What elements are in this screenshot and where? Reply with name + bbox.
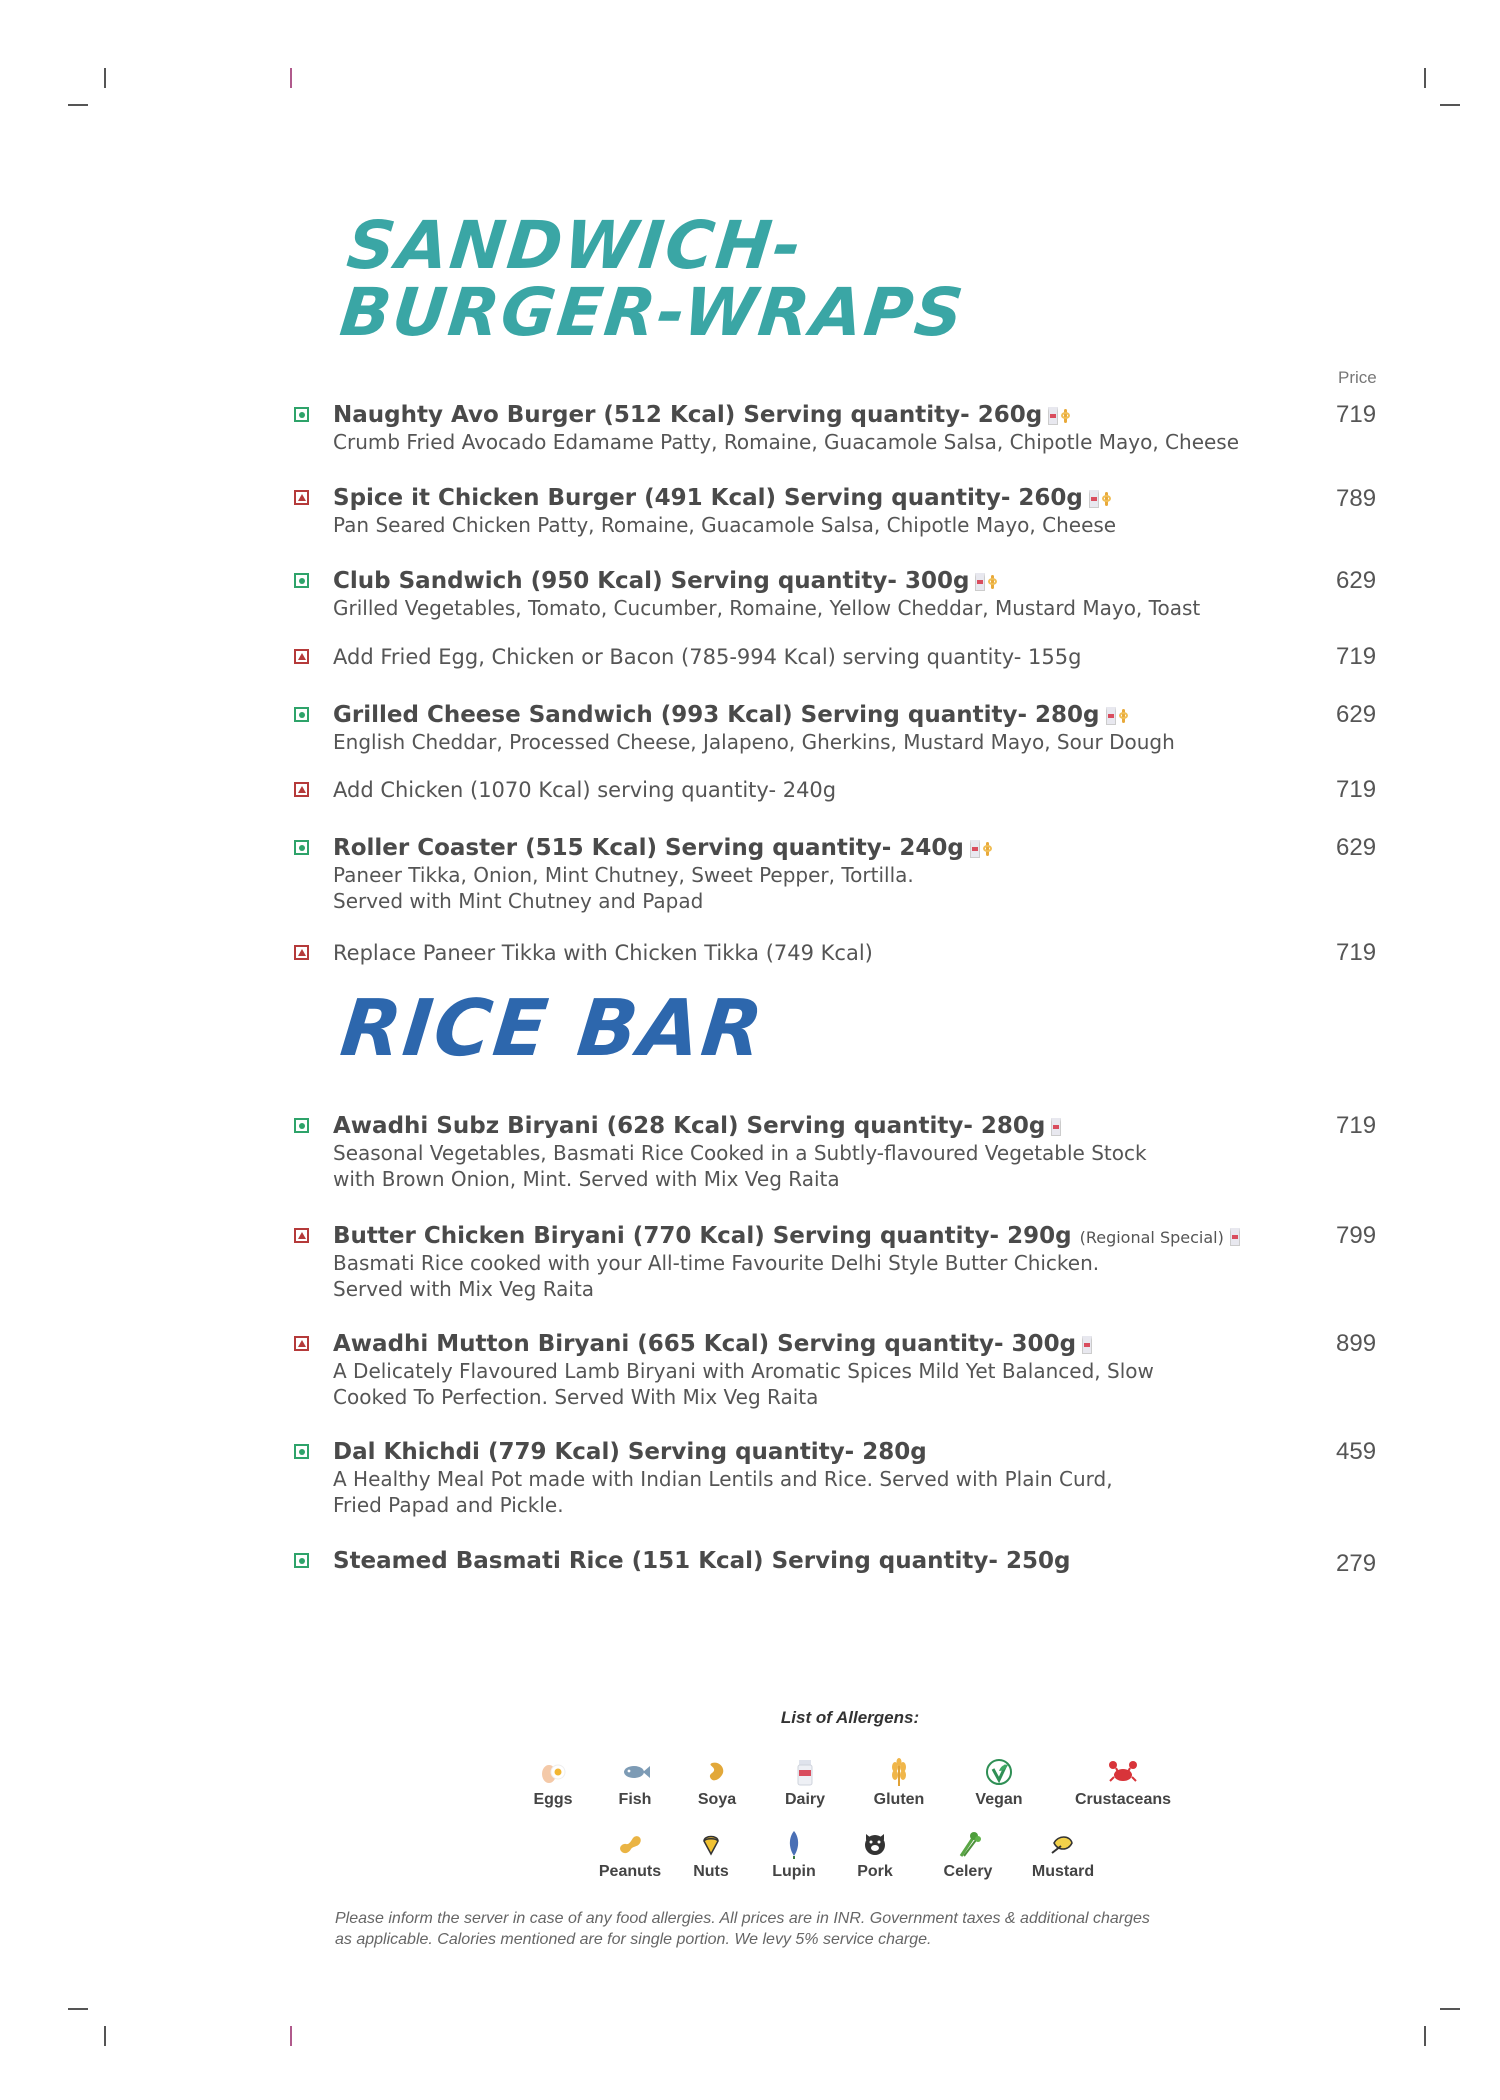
fish-icon [620, 1757, 650, 1787]
section-title-rice-bar: RICE BAR [336, 984, 769, 1074]
dairy-icon [1051, 1118, 1061, 1136]
item-name: Naughty Avo Burger (512 Kcal) Serving quantity- 260g [333, 401, 1070, 429]
item-description: Paneer Tikka, Onion, Mint Chutney, Sweet Pepper, Tortilla. [333, 863, 914, 887]
peanut-icon [615, 1829, 645, 1859]
egg-icon [538, 1757, 568, 1787]
dairy-icon [1048, 407, 1058, 425]
dairy-icon [970, 840, 980, 858]
item-name: Dal Khichdi (779 Kcal) Serving quantity- 280g [333, 1439, 927, 1465]
veg-icon [294, 1118, 309, 1133]
allergen-vegan: Vegan [944, 1757, 1054, 1809]
crop-mark [1424, 2026, 1426, 2046]
section-title-line: SANDWICH- [343, 207, 807, 284]
gluten-icon [988, 575, 997, 589]
allergen-peanuts: Peanuts [575, 1829, 685, 1881]
item-price: 719 [1336, 643, 1377, 670]
nut-icon [696, 1829, 726, 1859]
item-name: Club Sandwich (950 Kcal) Serving quantity- 300g [333, 567, 997, 595]
crop-mark [68, 2008, 88, 2010]
item-name: Roller Coaster (515 Kcal) Serving quantity- 240g [333, 834, 992, 862]
allergen-gluten: Gluten [844, 1757, 954, 1809]
addon-name: Add Fried Egg, Chicken or Bacon (785-994 Kcal) serving quantity- 155g [333, 645, 1082, 669]
allergen-list-title: List of Allergens: [780, 1708, 920, 1727]
allergen-eggs: Eggs [498, 1757, 608, 1809]
item-price: 799 [1336, 1222, 1377, 1249]
item-description: English Cheddar, Processed Cheese, Jalapeno, Gherkins, Mustard Mayo, Sour Dough [333, 730, 1175, 754]
allergen-crustaceans: Crustaceans [1068, 1757, 1178, 1809]
gluten-icon [1102, 492, 1111, 506]
dairy-icon [1082, 1336, 1092, 1354]
veg-icon [294, 1553, 309, 1568]
veg-icon [294, 707, 309, 722]
item-name: Steamed Basmati Rice (151 Kcal) Serving quantity- 250g [333, 1548, 1071, 1574]
veg-icon [294, 407, 309, 422]
item-description: Grilled Vegetables, Tomato, Cucumber, Romaine, Yellow Cheddar, Mustard Mayo, Toast [333, 596, 1201, 620]
addon-name: Add Chicken (1070 Kcal) serving quantity- 240g [333, 778, 837, 802]
item-price: 719 [1336, 776, 1377, 803]
dairy-icon [1230, 1228, 1240, 1246]
veg-icon [294, 573, 309, 588]
crop-mark [290, 2026, 292, 2046]
veg-icon [294, 840, 309, 855]
crop-mark [1424, 68, 1426, 88]
item-description: Served with Mix Veg Raita [333, 1277, 595, 1301]
item-name: Awadhi Subz Biryani (628 Kcal) Serving quantity- 280g [333, 1112, 1061, 1140]
dairy-icon [1106, 707, 1116, 725]
dairy-icon [975, 573, 985, 591]
item-price: 789 [1336, 485, 1377, 512]
item-description: Served with Mint Chutney and Papad [333, 889, 704, 913]
allergen-dairy: Dairy [750, 1757, 860, 1809]
item-price: 719 [1336, 1112, 1377, 1139]
item-price: 279 [1336, 1550, 1377, 1577]
soya-icon [702, 1757, 732, 1787]
crab-icon [1108, 1757, 1138, 1787]
gluten-icon [1061, 409, 1070, 423]
lupin-icon [779, 1829, 809, 1859]
veg-icon [294, 1444, 309, 1459]
allergy-disclaimer: Please inform the server in case of any food allergies. All prices are in INR. Government taxes & additional charges as applicable. Calories mentioned are for single portion. We levy 5% service charge. [335, 1910, 1150, 1948]
item-description: A Healthy Meal Pot made with Indian Lentils and Rice. Served with Plain Curd, [333, 1467, 1113, 1491]
item-name: Grilled Cheese Sandwich (993 Kcal) Serving quantity- 280g [333, 701, 1128, 729]
item-qualifier: (Regional Special) [1079, 1228, 1224, 1247]
item-description: Cooked To Perfection. Served With Mix Veg Raita [333, 1385, 819, 1409]
item-price: 629 [1336, 701, 1377, 728]
nonveg-icon [294, 1228, 309, 1243]
vegan-icon [984, 1757, 1014, 1787]
item-description: Basmati Rice cooked with your All-time Favourite Delhi Style Butter Chicken. [333, 1251, 1100, 1275]
price-column-header: Price [1338, 368, 1377, 387]
nonveg-icon [294, 649, 309, 664]
dairy-icon [1089, 490, 1099, 508]
item-description: Fried Papad and Pickle. [333, 1493, 564, 1517]
allergen-mustard: Mustard [1008, 1829, 1118, 1881]
gluten-icon [884, 1757, 914, 1787]
allergen-lupin: Lupin [739, 1829, 849, 1881]
item-price: 629 [1336, 567, 1377, 594]
item-description: A Delicately Flavoured Lamb Biryani with Aromatic Spices Mild Yet Balanced, Slow [333, 1359, 1154, 1383]
allergen-soya: Soya [662, 1757, 772, 1809]
gluten-icon [1119, 709, 1128, 723]
item-name: Awadhi Mutton Biryani (665 Kcal) Serving quantity- 300g [333, 1330, 1092, 1358]
crop-mark [290, 68, 292, 88]
section-title-sandwich [336, 207, 975, 352]
item-name: Spice it Chicken Burger (491 Kcal) Serving quantity- 260g [333, 484, 1111, 512]
crop-mark [104, 2026, 106, 2046]
nonveg-icon [294, 782, 309, 797]
crop-mark [68, 104, 88, 106]
item-name: Butter Chicken Biryani (770 Kcal) Serving quantity- 290g (Regional Special) [333, 1222, 1240, 1252]
item-price: 719 [1336, 939, 1377, 966]
nonveg-icon [294, 1336, 309, 1351]
crop-mark [1440, 2008, 1460, 2010]
allergen-celery: Celery [913, 1829, 1023, 1881]
item-price: 459 [1336, 1438, 1377, 1465]
nonveg-icon [294, 490, 309, 505]
gluten-icon [983, 842, 992, 856]
item-description: Pan Seared Chicken Patty, Romaine, Guacamole Salsa, Chipotle Mayo, Cheese [333, 513, 1117, 537]
allergen-pork: Pork [820, 1829, 930, 1881]
celery-icon [953, 1829, 983, 1859]
allergen-nuts: Nuts [656, 1829, 766, 1881]
mustard-icon [1048, 1829, 1078, 1859]
nonveg-icon [294, 945, 309, 960]
addon-name: Replace Paneer Tikka with Chicken Tikka (749 Kcal) [333, 941, 873, 965]
crop-mark [1440, 104, 1460, 106]
item-price: 629 [1336, 834, 1377, 861]
item-price: 719 [1336, 401, 1377, 428]
item-description: Seasonal Vegetables, Basmati Rice Cooked in a Subtly-flavoured Vegetable Stock [333, 1141, 1147, 1165]
pig-icon [860, 1829, 890, 1859]
item-description: with Brown Onion, Mint. Served with Mix Veg Raita [333, 1167, 840, 1191]
item-price: 899 [1336, 1330, 1377, 1357]
dairy-icon [790, 1757, 820, 1787]
crop-mark [104, 68, 106, 88]
allergen-fish: Fish [580, 1757, 690, 1809]
item-description: Crumb Fried Avocado Edamame Patty, Romaine, Guacamole Salsa, Chipotle Mayo, Cheese [333, 430, 1240, 454]
section-title-line: BURGER-WRAPS [336, 274, 969, 352]
